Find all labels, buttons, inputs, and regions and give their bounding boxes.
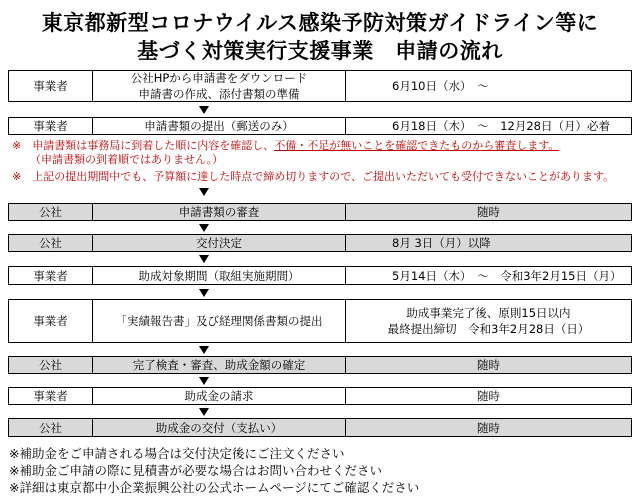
step-row-4 [8, 234, 632, 252]
step-actor: 事業者 [9, 118, 93, 134]
step-task: 公社HPから申請書をダウンロード 申請書の作成、添付書類の準備 [93, 71, 346, 101]
step-row-8 [8, 387, 632, 405]
step-actor: 事業者 [9, 388, 93, 404]
step-task: 「実績報告書」及び経理関係書類の提出 [93, 300, 346, 342]
step-task: 申請書類の提出（郵送のみ） [93, 118, 346, 134]
step-actor: 事業者 [9, 267, 93, 284]
note-review-order-2: （申請書類の到着順ではありません。） [30, 153, 224, 166]
arrow-down-icon [199, 224, 209, 232]
step-actor: 事業者 [9, 300, 93, 342]
step-timing: 助成事業完了後、原則15日以内 最終提出締切 令和3年2月28日（日） [387, 306, 590, 336]
step-timing: 8月 3日（月）以降 [392, 236, 491, 250]
step-task: 完了検査・審査、助成金額の確定 [93, 357, 346, 373]
note-budget-limit: ※ 上記の提出期間中でも、予算額に達した時点で締め切りますので、ご提出いただいても受付できないことがあります。 [12, 170, 615, 183]
arrow-down-icon [199, 255, 209, 263]
step-timing: 随時 [477, 389, 500, 403]
step-task: 助成対象期間（取組実施期間） [93, 267, 346, 284]
step-timing: 随時 [477, 205, 500, 219]
arrow-down-icon [199, 106, 209, 114]
step-timing: 6月18日（木） ～ 12月28日（月）必着 [392, 119, 610, 133]
page-title-line1: 東京都新型コロナウイルス感染予防対策ガイドライン等に [41, 10, 599, 35]
step-actor: 事業者 [9, 71, 93, 101]
page-title-line2: 基づく対策実行支援事業 申請の流れ [137, 38, 503, 63]
step-row-7 [8, 356, 632, 374]
step-actor: 公社 [9, 357, 93, 373]
step-timing: 随時 [477, 358, 500, 372]
step-row-5 [8, 266, 632, 285]
footer-note-2: ※補助金ご申請の際に見積書が必要な場合はお問い合わせください [9, 463, 382, 478]
step-actor: 公社 [9, 419, 93, 436]
step-timing: 6月10日（水） ～ [392, 79, 489, 93]
step-timing: 随時 [477, 420, 500, 435]
arrow-down-icon [199, 188, 209, 196]
step-actor: 公社 [9, 235, 93, 251]
step-row-2 [8, 117, 632, 135]
footer-note-1: ※補助金をご申請される場合は交付決定後にご注文ください [9, 446, 345, 461]
step-row-1 [8, 70, 632, 102]
step-row-6 [8, 299, 632, 343]
arrow-down-icon [199, 377, 209, 385]
arrow-down-icon [199, 346, 209, 354]
step-task: 助成金の交付（支払い） [93, 419, 346, 436]
step-task: 交付決定 [93, 235, 346, 251]
step-row-9 [8, 418, 632, 437]
step-row-3 [8, 203, 632, 221]
step-actor: 公社 [9, 204, 93, 220]
note-review-order: ※ 申請書類は事務局に到着した順に内容を確認し、不備・不足が無いことを確認できたものから審査します。 [12, 139, 560, 152]
footer-note-3: ※詳細は東京都中小企業振興公社の公式ホームページにてご確認ください [9, 480, 420, 495]
step-task: 申請書類の審査 [93, 204, 346, 220]
arrow-down-icon [199, 408, 209, 416]
step-task: 助成金の請求 [93, 388, 346, 404]
step-timing: 5月14日（木） ～ 令和3年2月15日（月） [392, 268, 622, 283]
arrow-down-icon [199, 289, 209, 297]
